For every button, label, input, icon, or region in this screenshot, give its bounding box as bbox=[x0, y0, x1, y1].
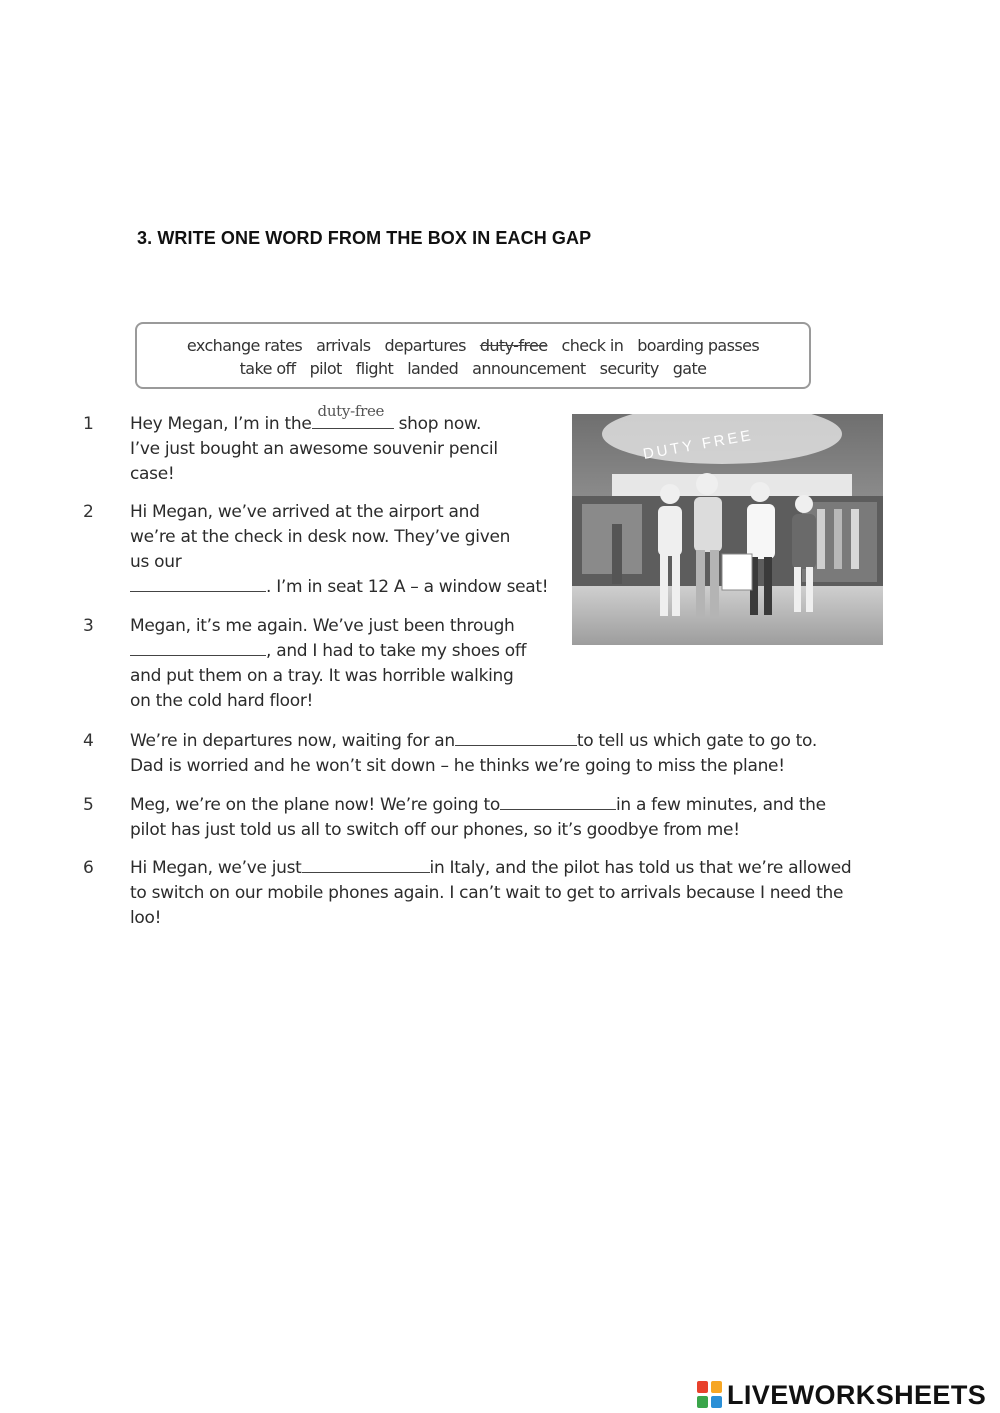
answer-field-3[interactable] bbox=[130, 639, 266, 656]
word-take-off: take off bbox=[239, 359, 296, 378]
question-number: 3 bbox=[83, 616, 94, 636]
question-text: in Italy, and the pilot has told us that we’re allowed bbox=[429, 858, 852, 878]
word-exchange-rates: exchange rates bbox=[186, 336, 303, 355]
word-boarding-passes: boarding passes bbox=[637, 336, 760, 355]
word-gate: gate bbox=[672, 359, 707, 378]
question-number: 5 bbox=[83, 795, 94, 815]
question-number: 1 bbox=[83, 414, 94, 434]
answer-field-5[interactable] bbox=[500, 793, 616, 810]
question-text: we’re at the check in desk now. They’ve given bbox=[130, 527, 511, 547]
logo-blocks-icon bbox=[697, 1381, 723, 1409]
word-box bbox=[135, 322, 811, 389]
logo-text: LIVEWORKSHEETS bbox=[727, 1379, 987, 1410]
question-5 bbox=[83, 793, 826, 843]
question-text: Megan, it’s me again. We’ve just been through bbox=[130, 616, 515, 636]
question-text: We’re in departures now, waiting for an bbox=[130, 731, 455, 751]
question-4 bbox=[83, 729, 817, 779]
word-security: security bbox=[599, 359, 659, 378]
duty-free-photo-illustration bbox=[572, 414, 883, 645]
question-number: 2 bbox=[83, 502, 94, 522]
question-1 bbox=[83, 402, 498, 487]
question-number: 4 bbox=[83, 731, 94, 751]
answer-field-6[interactable] bbox=[302, 856, 430, 873]
question-text: Meg, we’re on the plane now! We’re going to bbox=[130, 795, 500, 815]
exercise-title: 3. WRITE ONE WORD FROM THE BOX IN EACH GAP bbox=[137, 228, 592, 248]
liveworksheets-logo[interactable] bbox=[697, 1378, 986, 1412]
word-departures: departures bbox=[384, 336, 466, 355]
question-text: to switch on our mobile phones again. I can’t wait to get to arrivals because I need the bbox=[130, 883, 844, 903]
duty-free-photo bbox=[572, 414, 883, 645]
question-number: 6 bbox=[83, 858, 94, 878]
question-text: Hey Megan, I’m in the bbox=[130, 414, 312, 434]
question-text: . I’m in seat 12 A – a window seat! bbox=[266, 577, 549, 597]
question-text: Hi Megan, we’ve arrived at the airport and bbox=[130, 502, 480, 522]
question-text: and put them on a tray. It was horrible walking bbox=[130, 666, 514, 686]
answer-text: duty-free bbox=[317, 402, 385, 420]
question-text: shop now. bbox=[398, 414, 482, 434]
question-text: I’ve just bought an awesome souvenir pencil bbox=[130, 439, 498, 459]
question-2 bbox=[83, 500, 549, 600]
question-text: loo! bbox=[130, 908, 162, 928]
question-text: Hi Megan, we’ve just bbox=[130, 858, 302, 878]
word-duty-free-used: duty-free bbox=[479, 336, 548, 355]
word-check-in: check in bbox=[561, 336, 624, 355]
question-text: in a few minutes, and the bbox=[615, 795, 826, 815]
question-6 bbox=[83, 856, 852, 931]
word-box-row-2 bbox=[137, 359, 809, 378]
question-text: case! bbox=[130, 464, 175, 484]
question-text: us our bbox=[130, 552, 182, 572]
word-box-row-1 bbox=[137, 336, 809, 355]
question-text: Dad is worried and he won’t sit down – he thinks we’re going to miss the plane! bbox=[130, 756, 785, 776]
question-text: , and I had to take my shoes off bbox=[266, 641, 527, 661]
question-3 bbox=[83, 614, 527, 714]
question-text: to tell us which gate to go to. bbox=[576, 731, 817, 751]
word-landed: landed bbox=[407, 359, 459, 378]
answer-field-2[interactable] bbox=[130, 575, 266, 592]
word-flight: flight bbox=[355, 359, 394, 378]
word-arrivals: arrivals bbox=[316, 336, 371, 355]
question-text: pilot has just told us all to switch off our phones, so it’s goodbye from me! bbox=[130, 820, 740, 840]
duty-free-sign: DUTY FREE bbox=[641, 426, 755, 463]
question-text: on the cold hard floor! bbox=[130, 691, 314, 711]
word-pilot: pilot bbox=[309, 359, 342, 378]
word-announcement: announcement bbox=[472, 359, 586, 378]
answer-field-4[interactable] bbox=[455, 729, 577, 746]
answer-field-1[interactable] bbox=[312, 402, 394, 429]
